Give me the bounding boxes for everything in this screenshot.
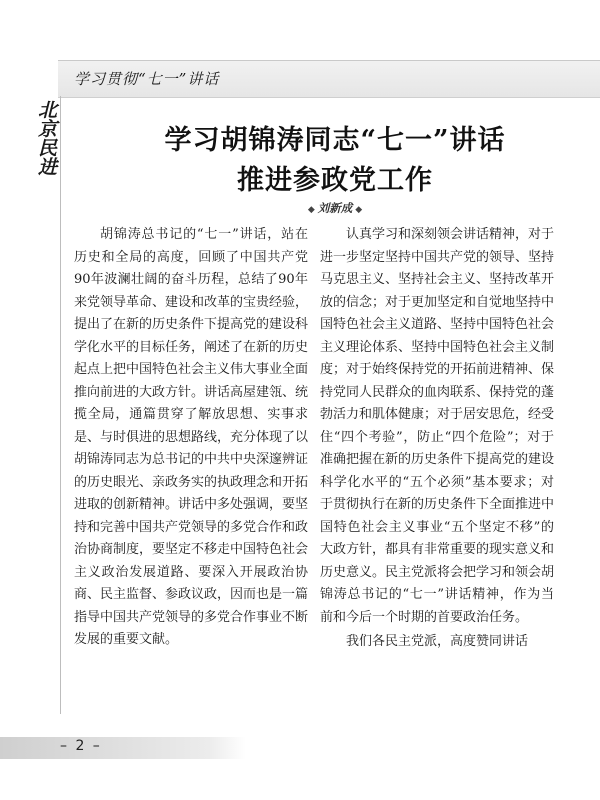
author-byline — [70, 200, 600, 216]
paragraph: 认真学习和深刻领会讲话精神，对于进一步坚定坚持中国共产党的领导、坚持马克思主义、坚持社会主义、坚持改革开放的信念；对于更加坚定和自觉地坚持中国特色社会主义道路、坚持中国特色社会主义理论体系、坚持中国特色社会主义制度；对于始终保持党的开拓前进精神、保持党同人民群众的血肉联系、保持党的蓬勃活力和肌体健康；对于居安思危，经受住“四个考验”，防止“四个危险”；对于准确把握在新的历史条件下提高党的建设科学化水平的“五个必须”基本要求；对于贯彻执行在新的历史条件下全面推进中国特色社会主义事业“五个坚定不移”的大政方针，都具有非常重要的现实意义和历史意义。民主党派将会把学习和领会胡锦涛总书记的“七一”讲话精神，作为当前和今后一个时期的首要政治任务。 — [320, 227, 555, 625]
left-column — [74, 224, 308, 652]
article-title-line-1: 学习胡锦涛同志“七一”讲话 — [164, 125, 506, 156]
page-number: – 2 – — [60, 738, 102, 754]
diamond-ornament-icon: ◆ — [307, 205, 315, 215]
column-tag: 北京民进 — [30, 100, 56, 176]
author-name: 刘新成 — [317, 201, 353, 215]
right-column — [320, 224, 554, 654]
article-title-line-2: 推进参政党工作 — [237, 165, 433, 196]
paragraph: 胡锦涛总书记的“七一”讲话，站在历史和全局的高度，回顾了中国共产党90年波澜壮阔的奋斗历程，总结了90年来党领导革命、建设和改革的宝贵经验，提出了在新的历史条件下提高党的建设科学化水平的目标任务，阐述了在新的历史起点上把中国特色社会主义伟大事业全面推向前进的大政方针。讲话高屋建瓴、统揽全局，通篇贯穿了解放思想、实事求是、与时俱进的思想路线，充分体现了以胡锦涛同志为总书记的中共中央深邃辨证的历史眼光、亲政务实的执政理念和开拓进取的创新精神。讲话中多处强调，要坚持和完善中国共产党领导的多党合作和政治协商制度，要坚定不移走中国特色社会主义政治发展道路、要深入开展政治协商、民主监督、参政议政，因而也是一篇指导中国共产党领导的多党合作事业不断发展的重要文献。 — [74, 227, 309, 647]
margin-rule — [60, 96, 61, 714]
footer-bar — [0, 737, 246, 759]
paragraph: 我们各民主党派，高度赞同讲话 — [346, 634, 529, 649]
section-label: 学习贯彻“七一”讲话 — [74, 70, 220, 88]
diamond-ornament-icon: ◆ — [355, 205, 363, 215]
